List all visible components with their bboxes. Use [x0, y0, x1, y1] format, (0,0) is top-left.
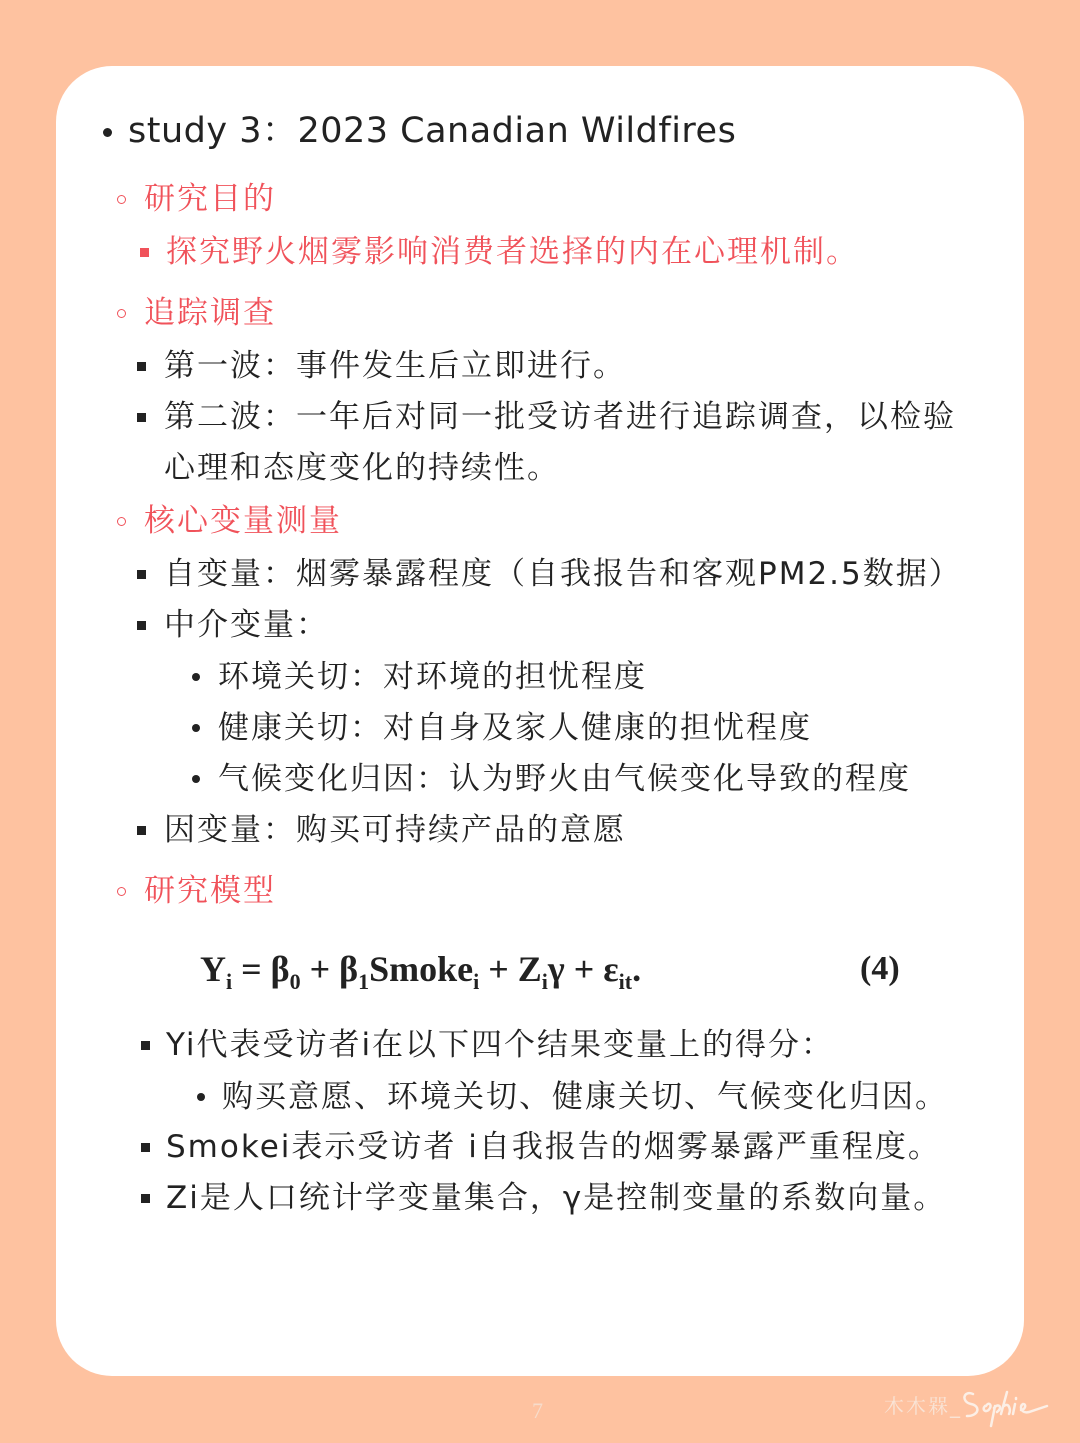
square-bullet-icon — [137, 570, 146, 579]
signature-watermark — [955, 1380, 1055, 1430]
section-heading-model: 研究模型 — [144, 873, 276, 909]
hollow-bullet-icon — [117, 195, 126, 204]
bullet-dot-icon — [192, 775, 200, 783]
watermark: 木木槑_ — [884, 1394, 962, 1418]
independent-variable: 自变量：烟雾暴露程度（自我报告和客观PM2.5数据） — [164, 556, 962, 592]
tracking-wave2-line2: 心理和态度变化的持续性。 — [164, 450, 560, 486]
square-bullet-icon — [137, 621, 146, 630]
section-heading-tracking: 追踪调查 — [144, 295, 276, 331]
page-number: 7 — [532, 1398, 543, 1423]
note-yi: Yi代表受访者i在以下四个结果变量上的得分： — [166, 1027, 835, 1063]
tracking-wave2-line1: 第二波：一年后对同一批受访者进行追踪调查，以检验 — [164, 399, 956, 435]
hollow-bullet-icon — [117, 517, 126, 526]
model-equation: $Y_i = \beta_0$ + $\beta_1Smoke_i + Z_i\gamma + \varepsilon_{it}$. — [200, 949, 642, 995]
square-bullet-icon — [137, 826, 146, 835]
bullet-dot-icon — [197, 1093, 205, 1101]
hollow-bullet-icon — [117, 887, 126, 896]
note-zi: Zi是人口统计学变量集合，γ是控制变量的系数向量。 — [166, 1180, 947, 1216]
mediator-item: 气候变化归因：认为野火由气候变化导致的程度 — [218, 761, 911, 797]
square-bullet-icon — [141, 1143, 150, 1152]
square-bullet-icon — [141, 1041, 150, 1050]
note-outcomes: 购买意愿、环境关切、健康关切、气候变化归因。 — [222, 1079, 948, 1115]
tracking-wave1: 第一波：事件发生后立即进行。 — [164, 348, 626, 384]
square-bullet-icon — [140, 248, 149, 257]
mediators-label: 中介变量： — [164, 607, 329, 643]
dependent-variable: 因变量：购买可持续产品的意愿 — [164, 812, 626, 848]
mediator-item: 环境关切：对环境的担忧程度 — [218, 659, 647, 695]
square-bullet-icon — [137, 413, 146, 422]
section-heading-variables: 核心变量测量 — [144, 503, 342, 539]
equation-number: (4) — [860, 950, 900, 987]
square-bullet-icon — [141, 1194, 150, 1203]
study-title: study 3：2023 Canadian Wildfires — [128, 111, 737, 151]
square-bullet-icon — [137, 362, 146, 371]
section-heading-purpose: 研究目的 — [144, 181, 276, 217]
bullet-dot-icon — [192, 724, 200, 732]
hollow-bullet-icon — [117, 309, 126, 318]
note-smoke: Smokei表示受访者 i自我报告的烟雾暴露严重程度。 — [166, 1129, 941, 1165]
bullet-dot-icon — [192, 673, 200, 681]
bullet-dot-icon — [103, 128, 112, 137]
mediator-item: 健康关切：对自身及家人健康的担忧程度 — [218, 710, 812, 746]
purpose-item: 探究野火烟雾影响消费者选择的内在心理机制。 — [166, 234, 859, 270]
